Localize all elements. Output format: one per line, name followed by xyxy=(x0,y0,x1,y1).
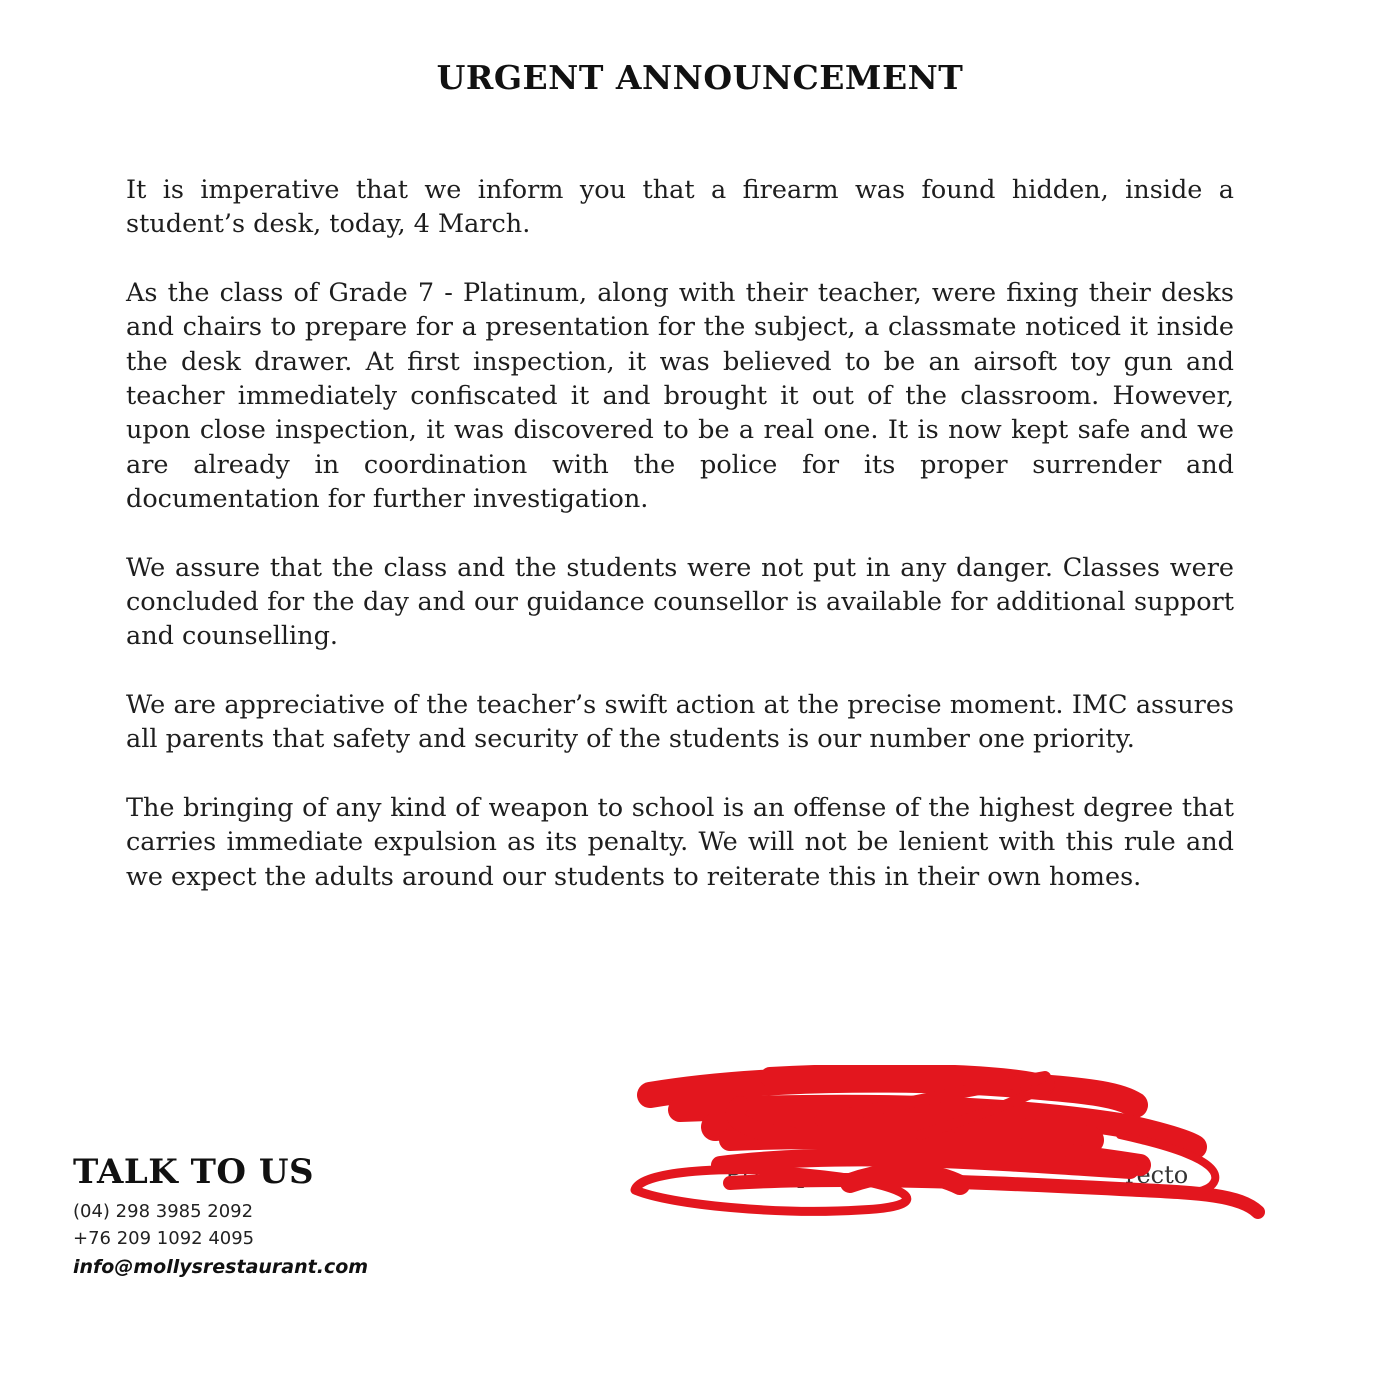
announcement-body xyxy=(126,173,1234,928)
announcement-title: URGENT ANNOUNCEMENT xyxy=(436,58,964,97)
contact-heading: TALK TO US xyxy=(73,1152,315,1192)
signature-title-fragment: Principa xyxy=(725,1161,827,1189)
paragraph-incident: It is imperative that we inform you that a firearm was found hidden, inside a student’s desk, today, 4 March. xyxy=(126,175,1234,240)
redacted-signature-block xyxy=(620,1065,1270,1235)
paragraph-safety: We assure that the class and the students were not put in any danger. Classes were concluded for the day and our guidance counsellor is available for additional support and counselling. xyxy=(126,552,1234,652)
signature-name-fragment: ive xyxy=(1065,1131,1101,1159)
contact-phone-1: (04) 298 3985 2092 xyxy=(73,1201,254,1222)
contact-phone-2: +76 209 1092 4095 xyxy=(73,1228,255,1249)
paragraph-policy: The bringing of any kind of weapon to school is an offense of the highest degree that carries immediate expulsion as its penalty. We will not be lenient with this rule and we expect the adults around our students to reiterate this in their own homes. xyxy=(126,792,1234,892)
signature-title-fragment-2: recto xyxy=(1125,1161,1189,1189)
red-scribble-redaction xyxy=(620,1065,1270,1235)
paragraph-details: As the class of Grade 7 - Platinum, along with their teacher, were fixing their desks and chairs to prepare for a presentation for the subject, a classmate noticed it inside the desk drawer. At first inspection, it was believed to be an airsoft toy gun and teacher immediately confiscated it and brought it out of the classroom. However, upon close inspection, it was discovered to be a real one. It is now kept safe and we are already in coordination with the police for its proper surrender and documentation for further investigation. xyxy=(126,277,1234,515)
paragraph-appreciation: We are appreciative of the teacher’s swift action at the precise moment. IMC assures all parents that safety and security of the students is our number one priority. xyxy=(126,689,1234,755)
contact-block xyxy=(73,1152,368,1282)
contact-email[interactable]: info@mollysrestaurant.com xyxy=(73,1256,369,1278)
